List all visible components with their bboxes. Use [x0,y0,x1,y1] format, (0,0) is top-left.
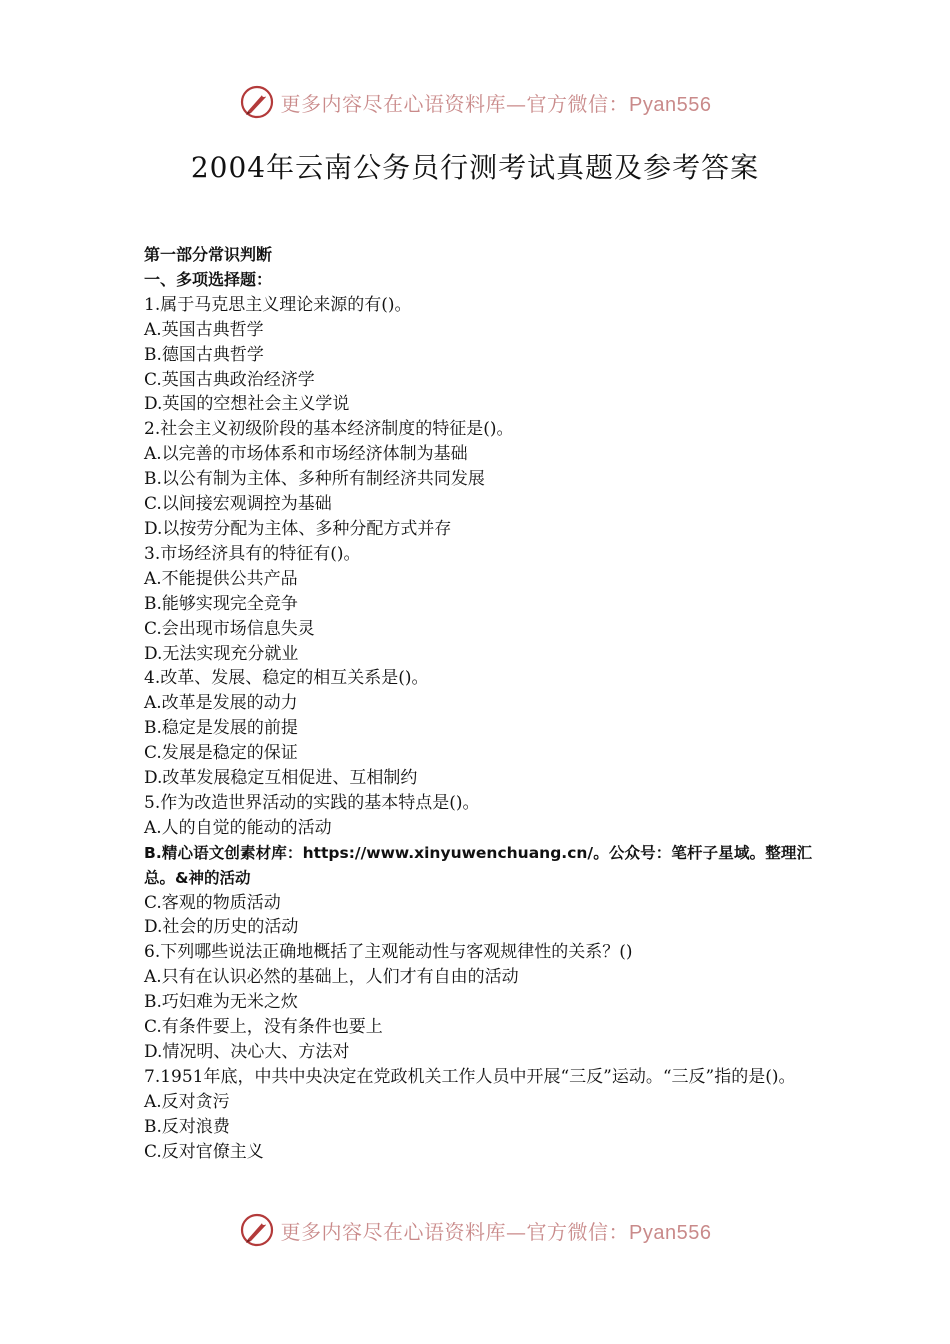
text-line: D.英国的空想社会主义学说 [144,394,350,415]
text-line: C.以间接宏观调控为基础 [144,494,332,515]
text-line: A.英国古典哲学 [144,319,264,340]
banner-text: 更多内容尽在心语资料库—官方微信：Pyan556 [280,91,712,116]
text-line: C.客观的物质活动 [144,892,281,913]
text-line: B.能够实现完全竞争 [144,593,298,614]
text-line: 7.1951年底，中共中央决定在党政机关工作人员中开展“三反”运动。“三反”指的是()。 [144,1066,796,1087]
document-body [144,243,812,1165]
text-line: 4.改革、发展、稳定的相互关系是()。 [144,668,429,689]
text-line: C.发展是稳定的保证 [144,743,298,764]
text-line: A.反对贪污 [144,1091,230,1112]
text-line: 1.属于马克思主义理论来源的有()。 [144,294,412,315]
text-line: B.德国古典哲学 [144,344,264,365]
text-line: A.不能提供公共产品 [144,568,298,589]
pen-logo-icon [239,1212,275,1248]
text-line: D.社会的历史的活动 [144,917,299,938]
text-line: 3.市场经济具有的特征有()。 [144,543,361,564]
text-line: B.巧妇难为无米之炊 [144,992,298,1013]
text-line: 6.下列哪些说法正确地概括了主观能动性与客观规律性的关系？() [144,942,633,963]
text-line: B.反对浪费 [144,1116,230,1137]
text-line: C.英国古典政治经济学 [144,369,315,390]
footer-banner [0,1208,950,1252]
text-line: D.以按劳分配为主体、多种分配方式并存 [144,518,452,539]
text-line: 5.作为改造世界活动的实践的基本特点是()。 [144,792,480,813]
text-line: 2.社会主义初级阶段的基本经济制度的特征是()。 [144,419,514,440]
text-line: A.改革是发展的动力 [144,693,298,714]
text-line: B.稳定是发展的前提 [144,718,298,739]
text-line: B.以公有制为主体、多种所有制经济共同发展 [144,469,485,490]
page-title: 2004年云南公务员行测考试真题及参考答案 [190,151,760,184]
text-line: A.以完善的市场体系和市场经济体制为基础 [144,444,468,465]
text-line: 一、多项选择题： [144,269,273,289]
text-line: A.只有在认识必然的基础上，人们才有自由的活动 [144,967,519,988]
text-line: C.会出现市场信息失灵 [144,618,315,639]
header-banner [0,80,950,124]
text-line: 第一部分常识判断 [144,245,273,264]
text-line: D.无法实现充分就业 [144,643,299,664]
text-line: A.人的自觉的能动的活动 [144,817,332,838]
pen-logo-icon [239,84,275,120]
text-line: C.有条件要上，没有条件也要上 [144,1017,383,1038]
banner-text: 更多内容尽在心语资料库—官方微信：Pyan556 [280,1219,712,1244]
text-line: C.反对官僚主义 [144,1141,264,1162]
text-line: D.情况明、决心大、方法对 [144,1042,350,1062]
text-line: B.精心语文创素材库：https://www.xinyuwenchuang.cn/。公众号：笔杆子星域。整理汇总。&神的活动 [144,843,812,887]
text-line: D.改革发展稳定互相促进、互相制约 [144,768,418,789]
